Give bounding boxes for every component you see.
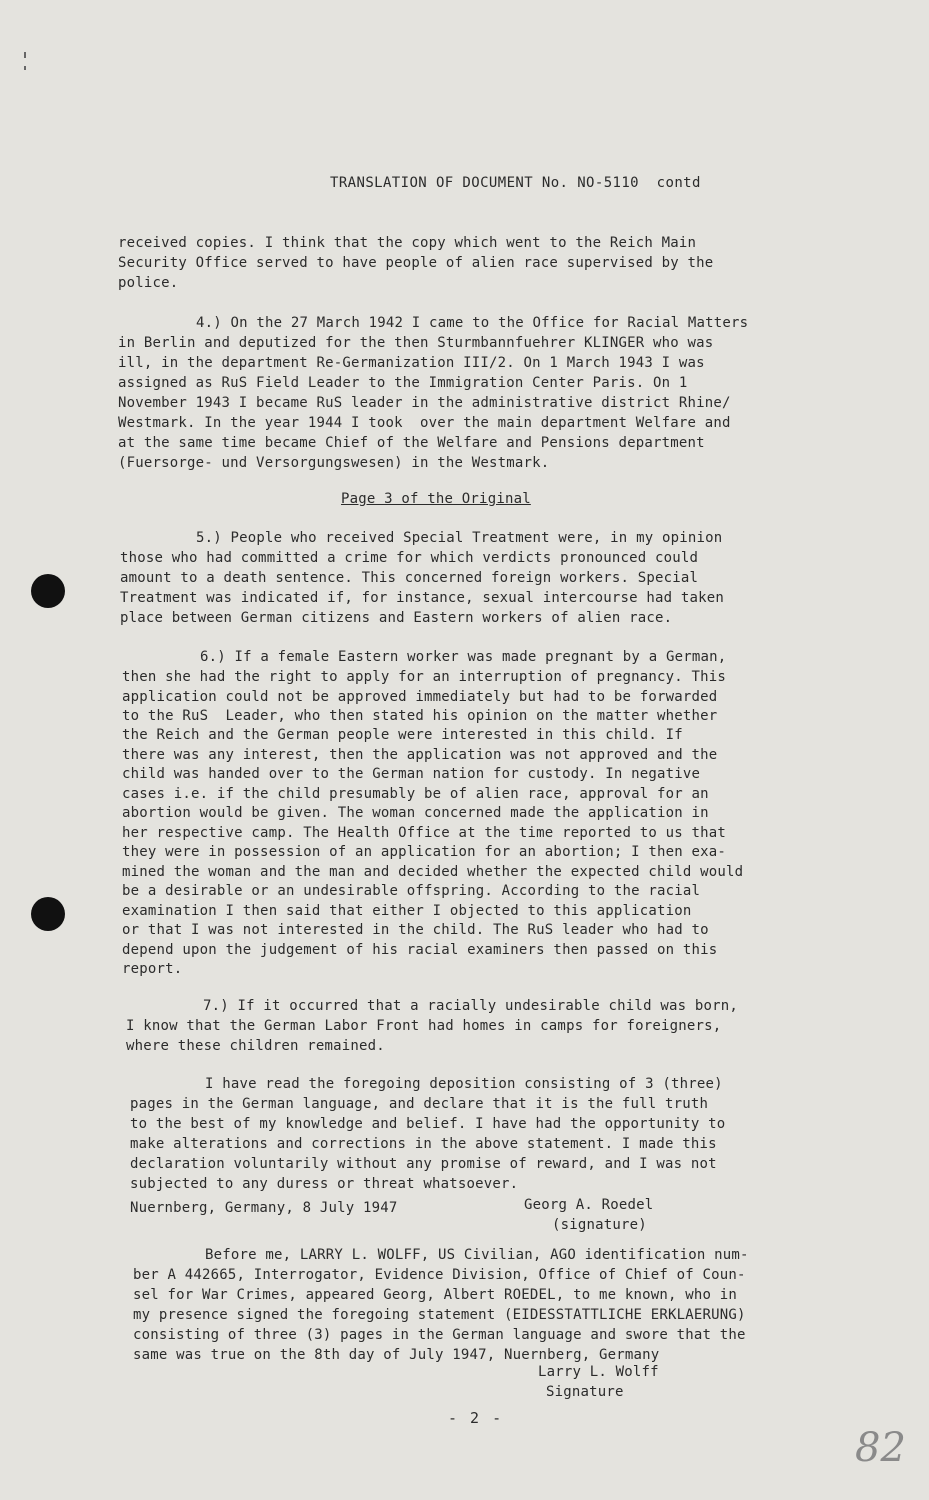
text-line: same was true on the 8th day of July 1947, Nuernberg, Germany bbox=[133, 1347, 660, 1363]
text-line: to the RuS Leader, who then stated his opinion on the matter whether bbox=[122, 708, 718, 724]
text-line: those who had committed a crime for which verdicts pronounced could bbox=[120, 550, 699, 566]
text-line: at the same time became Chief of the Welfare and Pensions department bbox=[118, 435, 705, 451]
text-line: assigned as RuS Field Leader to the Immigration Center Paris. On 1 bbox=[118, 375, 688, 391]
text-line: declaration voluntarily without any promise of reward, and I was not bbox=[130, 1156, 717, 1172]
text-line: Security Office served to have people of alien race supervised by the bbox=[118, 255, 714, 271]
margin-tick bbox=[24, 52, 26, 58]
text-line: report. bbox=[122, 961, 183, 977]
text-line: ill, in the department Re-Germanization III/2. On 1 March 1943 I was bbox=[118, 355, 705, 371]
text-line: child was handed over to the German nation for custody. In negative bbox=[122, 766, 701, 782]
punch-hole bbox=[31, 897, 65, 931]
text-line: 7.) If it occurred that a racially undesirable child was born, bbox=[203, 998, 738, 1014]
interrogator-signature-label: Signature bbox=[546, 1384, 624, 1400]
text-line: subjected to any duress or threat whatsoever. bbox=[130, 1176, 519, 1192]
page-reference: Page 3 of the Original bbox=[341, 491, 531, 507]
text-line: her respective camp. The Health Office at the time reported to us that bbox=[122, 825, 727, 841]
text-line: depend upon the judgement of his racial examiners then passed on this bbox=[122, 942, 718, 958]
text-line: to the best of my knowledge and belief. I have had the opportunity to bbox=[130, 1116, 726, 1132]
text-line: application could not be approved immediately but had to be forwarded bbox=[122, 689, 718, 705]
page-number: - 2 - bbox=[448, 1409, 504, 1427]
text-line: received copies. I think that the copy which went to the Reich Main bbox=[118, 235, 697, 251]
text-line: Treatment was indicated if, for instance, sexual intercourse had taken bbox=[120, 590, 725, 606]
text-line: there was any interest, then the application was not approved and the bbox=[122, 747, 718, 763]
text-line: in Berlin and deputized for the then Sturmbannfuehrer KLINGER who was bbox=[118, 335, 714, 351]
signature-label: (signature) bbox=[552, 1217, 647, 1233]
text-line: make alterations and corrections in the above statement. I made this bbox=[130, 1136, 717, 1152]
text-line: cases i.e. if the child presumably be of alien race, approval for an bbox=[122, 786, 709, 802]
interrogator-name: Larry L. Wolff bbox=[538, 1364, 659, 1380]
text-line: or that I was not interested in the child. The RuS leader who had to bbox=[122, 922, 709, 938]
text-line: 6.) If a female Eastern worker was made pregnant by a German, bbox=[200, 649, 727, 665]
text-line: examination I then said that either I objected to this application bbox=[122, 903, 692, 919]
document-header: TRANSLATION OF DOCUMENT No. NO-5110 contd bbox=[330, 175, 701, 191]
text-line: Westmark. In the year 1944 I took over the main department Welfare and bbox=[118, 415, 731, 431]
text-line: my presence signed the foregoing statement (EIDESSTATTLICHE ERKLAERUNG) bbox=[133, 1307, 746, 1323]
place-date: Nuernberg, Germany, 8 July 1947 bbox=[130, 1200, 398, 1216]
text-line: 4.) On the 27 March 1942 I came to the Office for Racial Matters bbox=[196, 315, 749, 331]
text-line: pages in the German language, and declare that it is the full truth bbox=[130, 1096, 709, 1112]
text-line: be a desirable or an undesirable offspring. According to the racial bbox=[122, 883, 701, 899]
text-line: abortion would be given. The woman concerned made the application in bbox=[122, 805, 709, 821]
text-line: consisting of three (3) pages in the German language and swore that the bbox=[133, 1327, 746, 1343]
text-line: 5.) People who received Special Treatment were, in my opinion bbox=[196, 530, 723, 546]
text-line: ber A 442665, Interrogator, Evidence Division, Office of Chief of Coun- bbox=[133, 1267, 746, 1283]
text-line: amount to a death sentence. This concerned foreign workers. Special bbox=[120, 570, 699, 586]
text-line: I know that the German Labor Front had homes in camps for foreigners, bbox=[126, 1018, 722, 1034]
text-line: police. bbox=[118, 275, 179, 291]
punch-hole bbox=[31, 574, 65, 608]
text-line: sel for War Crimes, appeared Georg, Albert ROEDEL, to me known, who in bbox=[133, 1287, 738, 1303]
text-line: then she had the right to apply for an interruption of pregnancy. This bbox=[122, 669, 727, 685]
text-line: they were in possession of an application for an abortion; I then exa- bbox=[122, 844, 727, 860]
text-line: where these children remained. bbox=[126, 1038, 385, 1054]
text-line: Before me, LARRY L. WOLFF, US Civilian, AGO identification num- bbox=[205, 1247, 749, 1263]
text-line: mined the woman and the man and decided whether the expected child would bbox=[122, 864, 744, 880]
text-line: November 1943 I became RuS leader in the administrative district Rhine/ bbox=[118, 395, 731, 411]
deponent-name: Georg A. Roedel bbox=[524, 1197, 654, 1213]
text-line: place between German citizens and Eastern workers of alien race. bbox=[120, 610, 673, 626]
text-line: (Fuersorge- und Versorgungswesen) in the Westmark. bbox=[118, 455, 550, 471]
margin-tick bbox=[24, 66, 26, 70]
text-line: the Reich and the German people were interested in this child. If bbox=[122, 727, 683, 743]
text-line: I have read the foregoing deposition consisting of 3 (three) bbox=[205, 1076, 723, 1092]
handwritten-page-mark: 82 bbox=[855, 1425, 906, 1471]
